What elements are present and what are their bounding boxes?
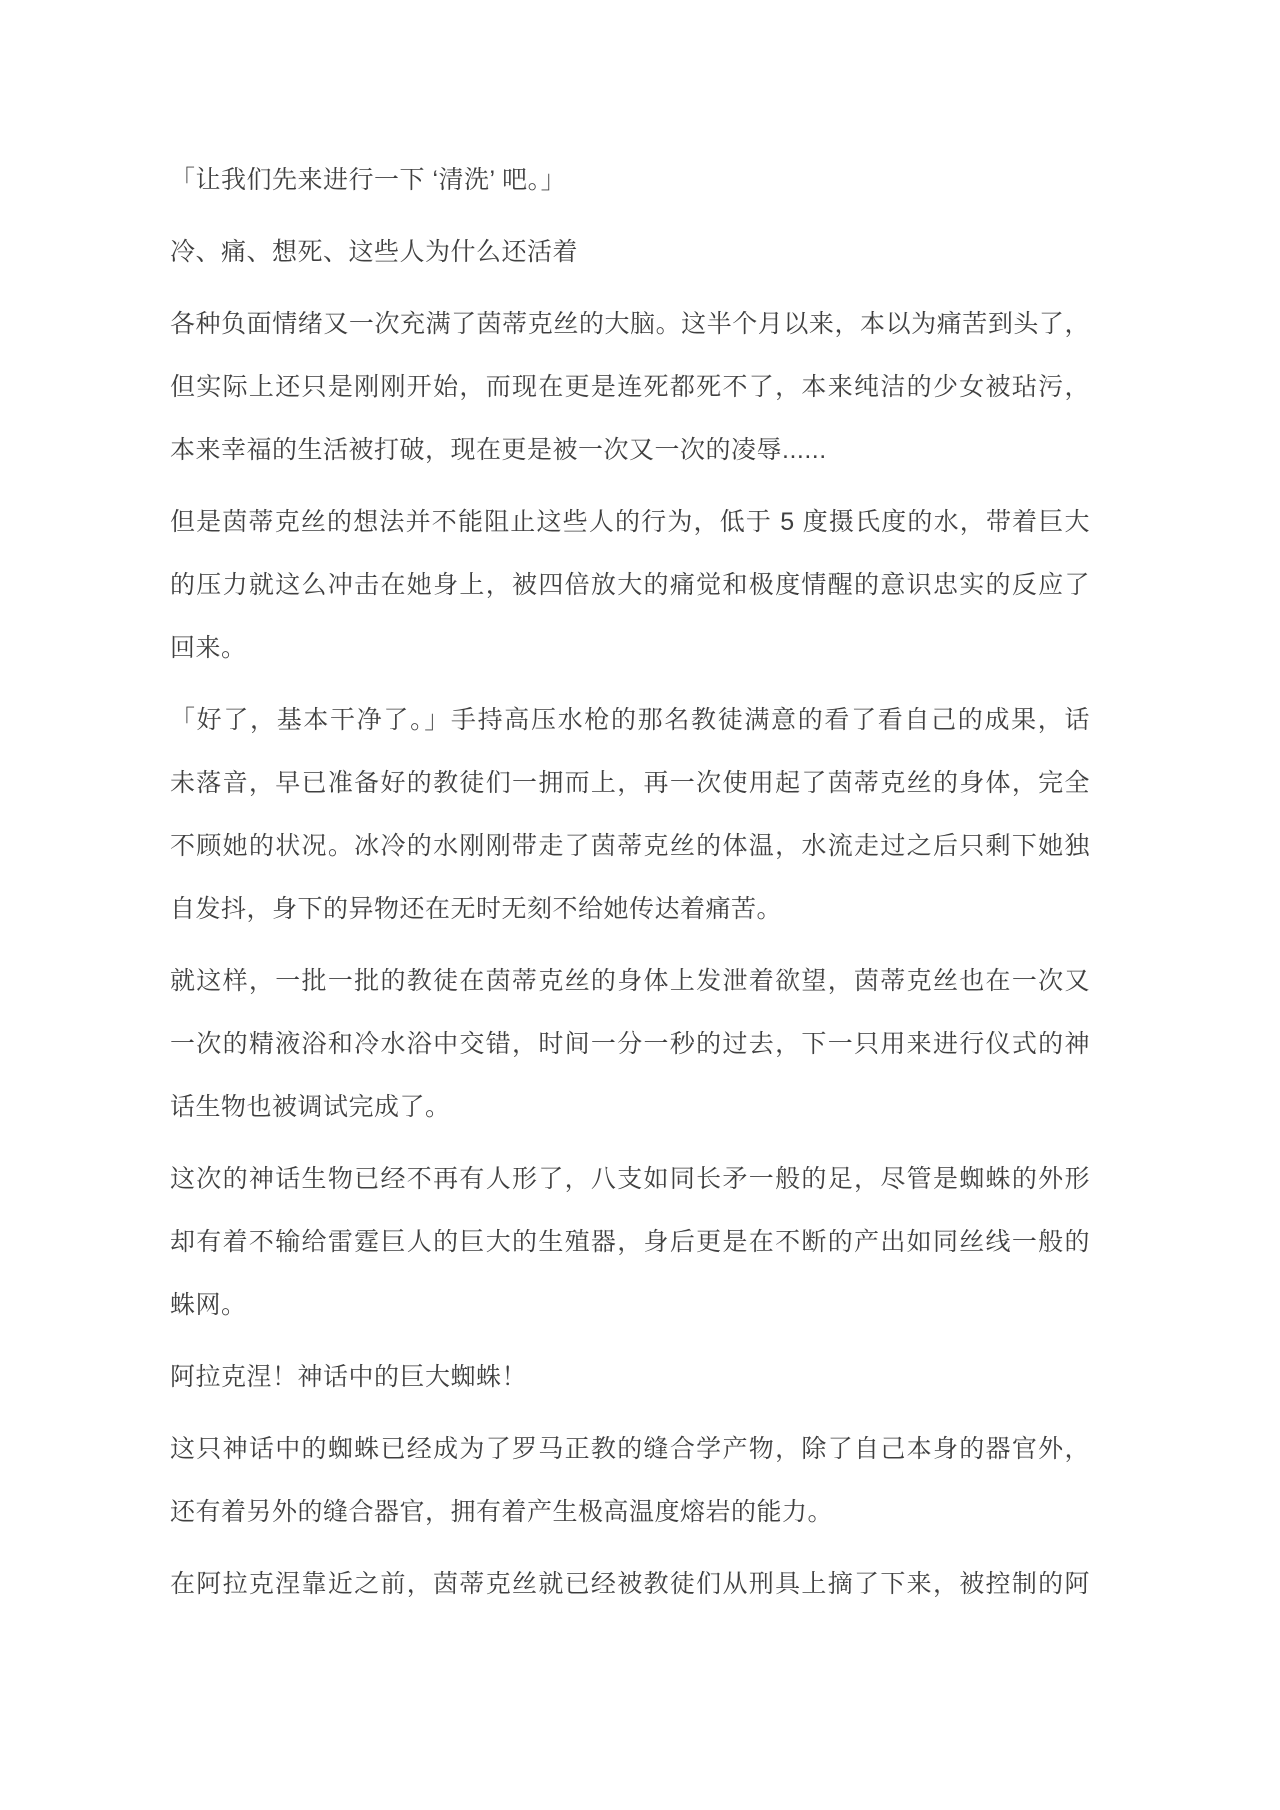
paragraph [170,491,1090,680]
paragraph [170,1418,1090,1544]
text-line: 但实际上还只是刚刚开始，而现在更是连死都死不了，本来纯洁的少女被玷污， [170,373,1090,401]
text-line: 「让我们先来进行一下 ‘清洗’ 吧。」 [170,166,567,194]
paragraph [170,1346,1090,1409]
text-line: 还有着另外的缝合器官，拥有着产生极高温度熔岩的能力。 [170,1498,834,1526]
text-line: 在阿拉克涅靠近之前，茵蒂克丝就已经被教徒们从刑具上摘了下来，被控制的阿 [170,1570,1090,1598]
text-line: 的压力就这么冲击在她身上，被四倍放大的痛觉和极度情醒的意识忠实的反应了 [170,571,1090,599]
text-line: 阿拉克涅！神话中的巨大蜘蛛！ [170,1363,528,1391]
text-line: 就这样，一批一批的教徒在茵蒂克丝的身体上发泄着欲望，茵蒂克丝也在一次又 [170,967,1090,995]
text-line: 各种负面情绪又一次充满了茵蒂克丝的大脑。这半个月以来，本以为痛苦到头了， [170,310,1090,338]
paragraph [170,221,1090,284]
text-line: 这只神话中的蜘蛛已经成为了罗马正教的缝合学产物，除了自己本身的器官外， [170,1435,1090,1463]
paragraph [170,293,1090,482]
text-line: 回来。 [170,634,247,662]
text-line: 一次的精液浴和冷水浴中交错，时间一分一秒的过去，下一只用来进行仪式的神 [170,1030,1090,1058]
document-text [170,149,1090,1625]
text-line: 本来幸福的生活被打破，现在更是被一次又一次的凌辱...... [170,436,827,464]
text-line: 自发抖，身下的异物还在无时无刻不给她传达着痛苦。 [170,895,783,923]
paragraph [170,149,1090,212]
paragraph [170,689,1090,941]
text-line: 「好了，基本干净了。」手持高压水枪的那名教徒满意的看了看自己的成果，话 [170,706,1090,734]
text-line: 话生物也被调试完成了。 [170,1093,451,1121]
text-line: 但是茵蒂克丝的想法并不能阻止这些人的行为，低于 5 度摄氏度的水，带着巨大 [170,508,1090,536]
paragraph [170,950,1090,1139]
text-line: 冷、痛、想死、这些人为什么还活着 [170,238,579,266]
text-line: 蛛网。 [170,1291,247,1319]
text-line: 这次的神话生物已经不再有人形了，八支如同长矛一般的足，尽管是蜘蛛的外形 [170,1165,1090,1193]
text-line: 却有着不输给雷霆巨人的巨大的生殖器，身后更是在不断的产出如同丝线一般的 [170,1228,1090,1256]
text-line: 未落音，早已准备好的教徒们一拥而上，再一次使用起了茵蒂克丝的身体，完全 [170,769,1090,797]
paragraph [170,1148,1090,1337]
paragraph [170,1553,1090,1616]
text-line: 不顾她的状况。冰冷的水刚刚带走了茵蒂克丝的体温，水流走过之后只剩下她独 [170,832,1090,860]
